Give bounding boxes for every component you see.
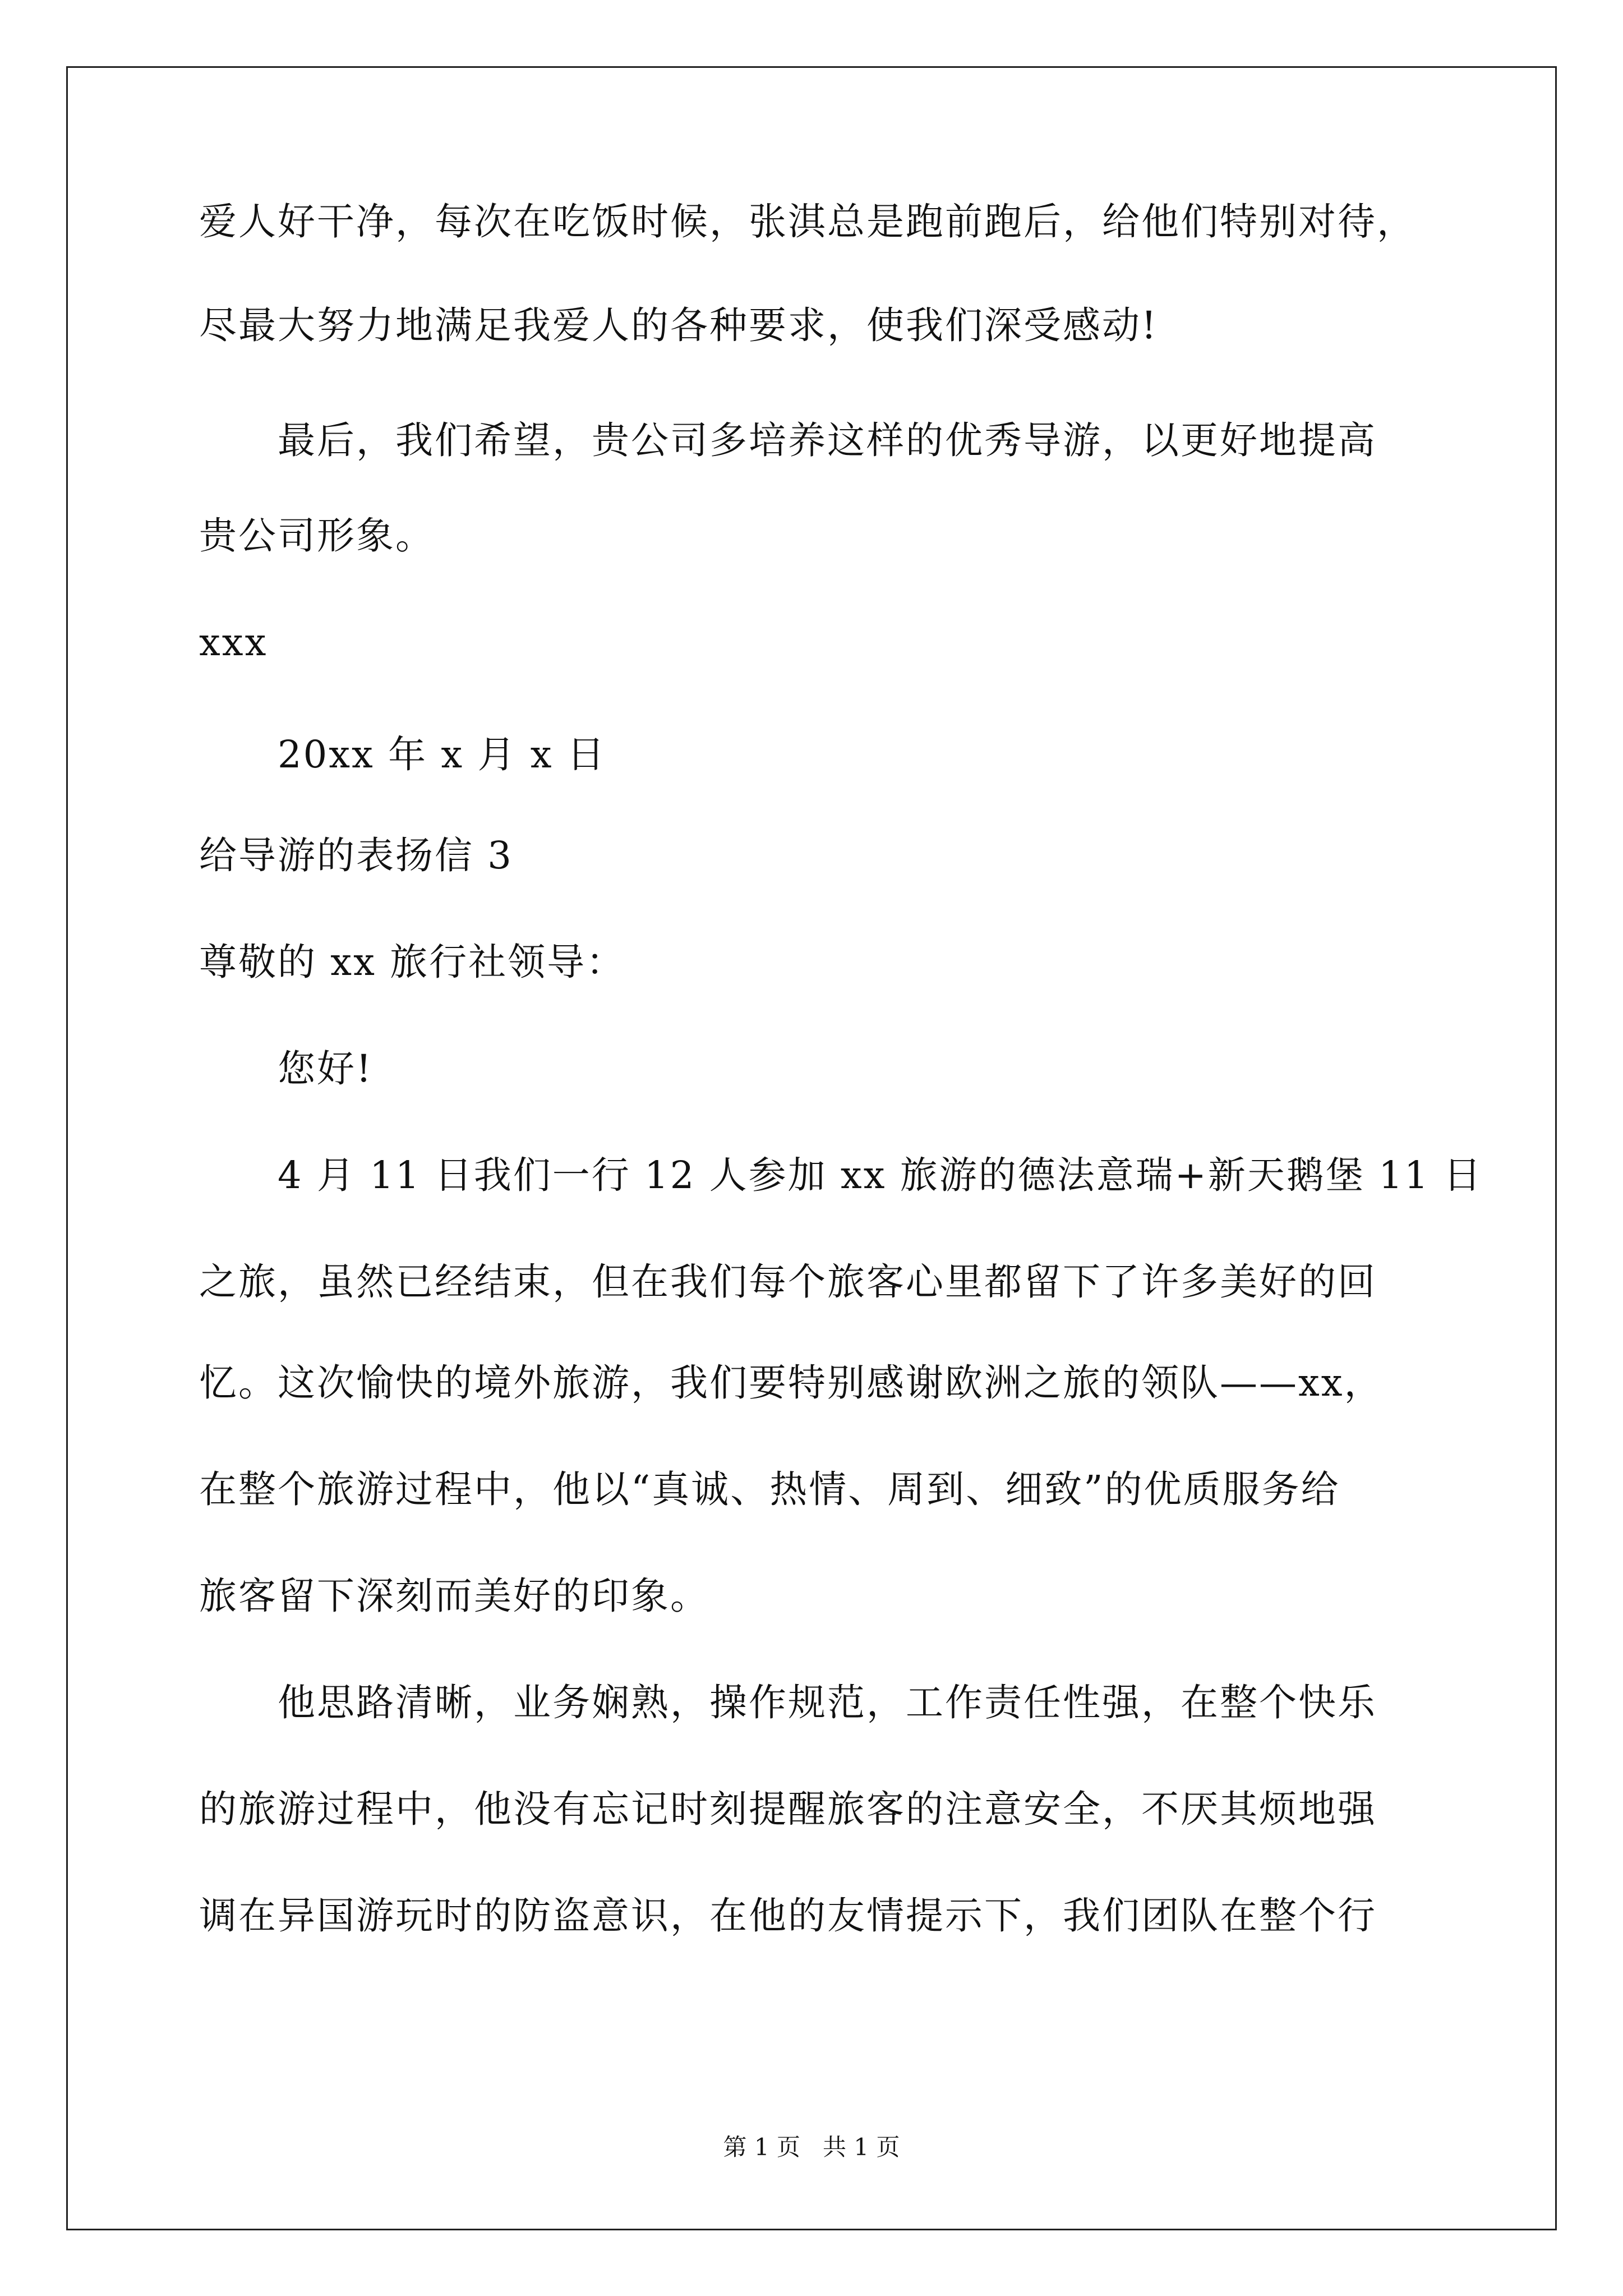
greeting: 您好! [278,1047,373,1091]
text-line: 最后，我们希望，贵公司多培养这样的优秀导游，以更好地提高 [278,418,1377,462]
letter-date: 20xx 年 x 月 x 日 [278,733,606,776]
text-line: 调在异国游玩时的防盗意识，在他的友情提示下，我们团队在整个行 [199,1894,1377,1938]
section-title: 给导游的表扬信 3 [199,834,513,877]
text-line: 他思路清晰，业务娴熟，操作规范，工作责任性强，在整个快乐 [278,1681,1377,1724]
text-line: 在整个旅游过程中，他以“真诚、热情、周到、细致”的优质服务给 [199,1467,1340,1511]
text-line: 之旅，虽然已经结束，但在我们每个旅客心里都留下了许多美好的回 [199,1260,1377,1304]
text-line: 贵公司形象。 [199,514,435,558]
text-line: 尽最大努力地满足我爱人的各种要求，使我们深受感动! [199,303,1158,347]
text-line: 忆。这次愉快的境外旅游，我们要特别感谢欧洲之旅的领队——xx， [199,1361,1384,1405]
text-line: 的旅游过程中，他没有忘记时刻提醒旅客的注意安全，不厌其烦地强 [199,1787,1377,1831]
text-line: 4 月 11 日我们一行 12 人参加 xx 旅游的德法意瑞+新天鹅堡 11 日 [278,1153,1483,1197]
salutation: 尊敬的 xx 旅行社领导： [199,940,626,984]
signature-name: xxx [199,620,268,664]
page-number-footer: 第 1 页 共 1 页 [723,2133,900,2161]
text-line: 旅客留下深刻而美好的印象。 [199,1574,709,1618]
text-line: 爱人好干净，每次在吃饭时候，张淇总是跑前跑后，给他们特别对待， [199,200,1416,243]
